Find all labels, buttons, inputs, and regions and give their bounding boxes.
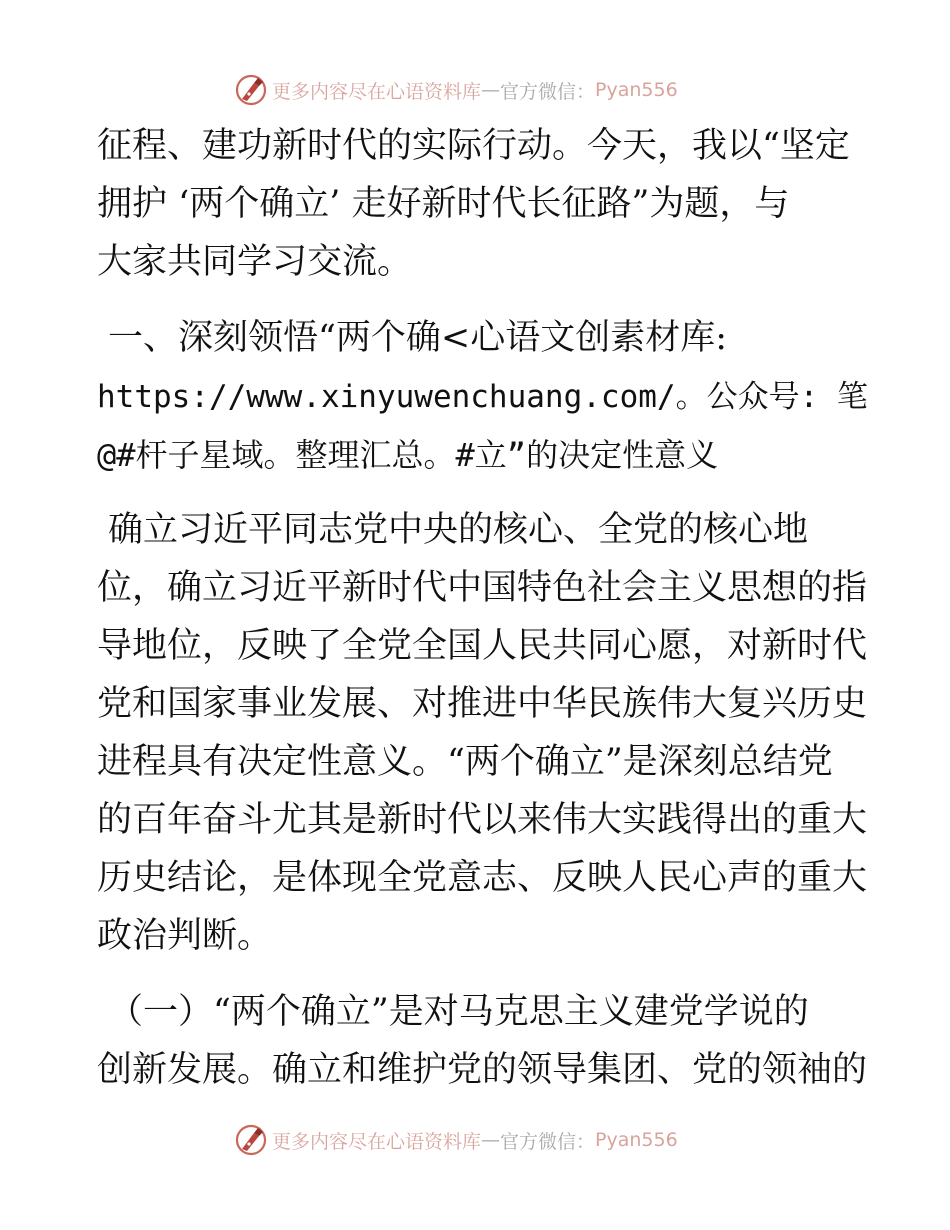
- watermark-official-label: 官方微信：: [500, 1130, 596, 1153]
- pen-nib-logo-icon: [234, 1123, 268, 1157]
- body-line-url: https://www.xinyuwenchuang.com/。公众号: 笔: [97, 379, 868, 415]
- header-watermark: [234, 72, 678, 108]
- body-line: 大家共同学习交流。: [97, 242, 413, 282]
- pen-nib-logo-icon: [234, 73, 268, 107]
- body-line: 历史结论，是体现全党意志、反映人民心声的重大: [97, 858, 868, 898]
- body-line: 拥护 ‘两个确立’ 走好新时代长征路”为题，与: [97, 184, 790, 224]
- watermark-account: Pyan556: [595, 1129, 678, 1151]
- body-line: 党和国家事业发展、对推进中华民族伟大复兴历史: [97, 684, 868, 724]
- subsection-first-line: （一）“两个确立”是对马克思主义建党学说的: [108, 992, 809, 1032]
- body-line: 导地位，反映了全党全国人民共同心愿，对新时代: [97, 626, 868, 666]
- body-line: 位，确立习近平新时代中国特色社会主义思想的指: [97, 568, 868, 608]
- watermark-text: 更多内容尽在心语资料库: [272, 80, 482, 103]
- body-line: 进程具有决定性意义。“两个确立”是深刻总结党: [97, 742, 833, 782]
- body-line: 创新发展。确立和维护党的领导集团、党的领袖的: [97, 1050, 868, 1090]
- section-heading-line: 一、深刻领悟“两个确<心语文创素材库:: [108, 318, 728, 358]
- paragraph-first-line: 确立习近平同志党中央的核心、全党的核心地: [108, 510, 809, 550]
- body-line: 征程、建功新时代的实际行动。今天，我以“坚定: [97, 126, 850, 166]
- body-line: 政治判断。: [97, 916, 273, 956]
- watermark-separator: —: [481, 79, 501, 101]
- watermark-account: Pyan556: [595, 79, 678, 101]
- footer-watermark: [234, 1122, 678, 1158]
- watermark-separator: —: [481, 1129, 501, 1151]
- watermark-text: 更多内容尽在心语资料库: [272, 1130, 482, 1153]
- body-line: @#杆子星域。整理汇总。#立”的决定性意义: [97, 436, 719, 474]
- watermark-official-label: 官方微信：: [500, 80, 596, 103]
- body-line: 的百年奋斗尤其是新时代以来伟大实践得出的重大: [97, 800, 868, 840]
